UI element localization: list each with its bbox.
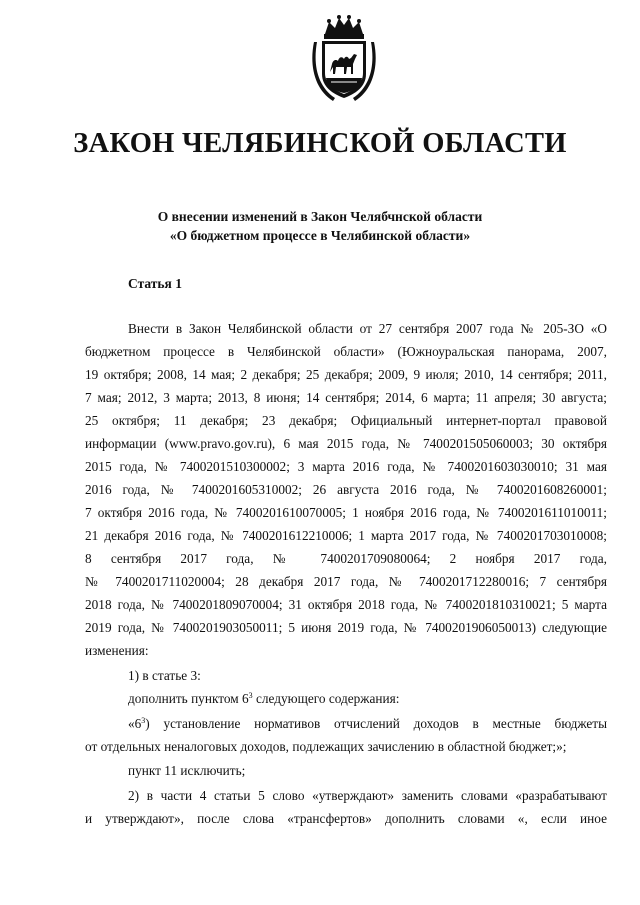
paragraph-line: и утверждают», после слова «трансфертов» дополнить словами «, если иное	[85, 811, 607, 826]
text-span: ) установление нормативов отчислений доходов в местные бюджеты	[145, 716, 607, 731]
law-subtitle-line-2: «О бюджетном процессе в Челябинской области»	[169, 228, 471, 243]
superscript: 3	[248, 691, 253, 700]
paragraph-line: 19 октября; 2008, 14 мая; 2 декабря; 25 декабря; 2009, 9 июля; 2010, 14 сентября; 2011,	[85, 367, 607, 382]
paragraph-line: пункт 11 исключить;	[128, 763, 246, 778]
paragraph-line: Внести в Закон Челябинской области от 27 сентября 2007 года № 205-ЗО «О	[128, 321, 607, 336]
superscript: 3	[141, 716, 146, 725]
coat-of-arms-emblem	[311, 14, 377, 104]
text-span: следующего содержания:	[252, 691, 400, 706]
text-span: «6	[128, 716, 142, 731]
list-item-article-3: 1) в статье 3:	[128, 668, 201, 683]
paragraph-line: 7 мая; 2012, 3 марта; 2013, 8 июня; 14 сентября; 2014, 6 марта; 11 апреля; 30 августа;	[85, 390, 607, 405]
paragraph-line: № 7400201711020004; 28 декабря 2017 года, № 7400201712280016; 7 сентября	[85, 574, 607, 589]
text-span: дополнить пунктом 6	[128, 691, 249, 706]
paragraph-line: 21 декабря 2016 года, № 7400201612210006; 1 марта 2017 года, № 7400201703010008;	[85, 528, 607, 543]
paragraph-line: изменения:	[85, 643, 149, 658]
paragraph-line: бюджетном процессе в Челябинской области» (Южноуральская панорама, 2007,	[85, 344, 607, 359]
paragraph-line: от отдельных неналоговых доходов, подлежащих зачислению в областной бюджет;»;	[85, 739, 567, 754]
paragraph-line: информации (www.pravo.gov.ru), 6 мая 2015 года, № 7400201505060003; 30 октября	[85, 436, 607, 451]
paragraph-line: 8 сентября 2017 года, № 7400201709080064; 2 ноября 2017 года,	[85, 551, 607, 566]
paragraph-line: 7 октября 2016 года, № 7400201610070005; 1 ноября 2016 года, № 7400201611010011;	[85, 505, 607, 520]
list-item-article-5: 2) в части 4 статьи 5 слово «утверждают» заменить словами «разрабатывают	[128, 788, 607, 803]
paragraph-line	[128, 713, 607, 735]
paragraph-line: 2019 года, № 7400201903050011; 5 июня 2019 года, № 7400201906050013) следующие	[85, 620, 607, 635]
paragraph-line: 2015 года, № 7400201510300002; 3 марта 2016 года, № 7400201603030010; 31 мая	[85, 459, 607, 474]
paragraph-line: 2018 года, № 7400201809070004; 31 октября 2018 года, № 7400201810310021; 5 марта	[85, 597, 607, 612]
paragraph-line: 25 октября; 11 декабря; 23 декабря; Официальный интернет-портал правовой	[85, 413, 607, 428]
article-heading: Статья 1	[128, 276, 182, 291]
law-subtitle-line-1: О внесении изменений в Закон Челябчнской области	[157, 209, 483, 224]
paragraph-line: 2016 года, № 7400201605310002; 26 августа 2016 года, № 7400201608260001;	[85, 482, 607, 497]
law-title: ЗАКОН ЧЕЛЯБИНСКОЙ ОБЛАСТИ	[73, 128, 567, 159]
paragraph-line	[128, 688, 607, 710]
